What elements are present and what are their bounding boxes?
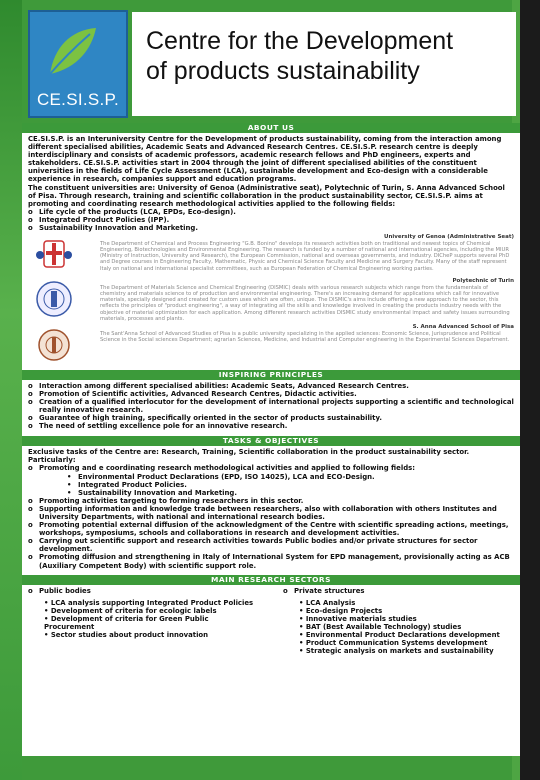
university-pisa: [28, 324, 514, 366]
list-item: • LCA Analysis: [299, 599, 514, 607]
about-paragraph-2: The constituent universities are: University of Genoa (Administrative seat), Polytechnic of Turin, S. Anna Advanced School of Pisa. Through research, training and scientific collaboration in the product sustainability sector, CE.SI.S.P. aims at promoting and coordinating research methodological activities applied to the following fields:: [28, 183, 505, 208]
principles-section: [22, 380, 520, 433]
list-item: • Product Communication Systems development: [299, 639, 514, 647]
title-line-1: Centre for the Development: [146, 27, 454, 55]
tasks-first-item: Promoting and e coordinating research methodological activities and applied to following fields:: [39, 464, 415, 473]
list-item: o Interaction among different specialised abilities: Academic Seats, Advanced Research Centres.: [28, 382, 514, 390]
list-item: • Innovative materials studies: [299, 615, 514, 623]
university-description: The Department of Materials Science and Chemical Engineering (DISMIC) deals with various research subjects which range from the fundamentals of chemistry and materials science to of production and environmental engineering. There's an increasing demand for applications which call for innovative materials, specially designed and created for custom uses which are often, unique. The DISMIC's aims include offering a new approach to the sector, this reflects the principles of "product engineering", a way of integrating all the skills and knowledge involved in creating the products industry needs with the objective of material optimization for each application. Among different research activities DISMIC study environmental impact and safety issues surrounding materials, processes and plants.: [100, 285, 510, 322]
list-item: o Promotion of Scientific activities, Advanced Research Centres, Didactic activities.: [28, 390, 514, 398]
university-name: University of Genoa (Administrative Seat): [384, 234, 514, 241]
list-item: • BAT (Best Available Technology) studies: [299, 623, 514, 631]
list-item: [28, 464, 514, 496]
tasks-list: [28, 464, 514, 569]
list-item: • Environmental Product Declarations (EPD, ISO 14025), LCA and ECO-Design.: [67, 473, 514, 481]
list-item: • Sustainability Innovation and Marketing.: [67, 489, 514, 497]
content-panel: [22, 123, 520, 756]
university-description: The Department of Chemical and Process Engineering "G.B. Bonino" develops its research activities both on traditional and newest topics of Chemical Engineering, Biotechnologies and Environmental Engineering. The research is funded by a number of national and international agencies, including the MIUR (Ministry of Instruction, University and Research), the European Commission, national and overseas governments, and industry. DICheP supports several PhD and Degree courses in Engineering Faculty, Mathematic, Physic and Chemical Science Faculty and Medicine and Surgery Faculty. Many of the staff represent Italy on national and international specialist committees, such as European Federation of Chemical Engineering working parties.: [100, 241, 510, 272]
university-turin: [28, 278, 514, 322]
public-bodies-list: [28, 587, 259, 595]
tasks-intro: Exclusive tasks of the Centre are: Research, Training, Scientific collaboration in the product sustainability sector.: [28, 448, 470, 457]
about-section: [22, 133, 520, 368]
list-item: • Environmental Product Declarations development: [299, 631, 514, 639]
tasks-particularly: Particularly:: [28, 456, 76, 465]
list-item: • Integrated Product Policies.: [67, 481, 514, 489]
right-dark-band: [520, 0, 540, 780]
logo-text: CE.SI.S.P.: [36, 90, 120, 109]
university-name: Polytechnic of Turin: [452, 278, 514, 285]
public-bodies-sublist: [28, 599, 259, 639]
list-item: o Promoting potential external diffusion of the acknowledgment of the Centre with scientific spreading actions, meetings, workshops, symposiums, schools and collaborations in research and development activities.: [28, 521, 514, 537]
private-structures-list: [283, 587, 514, 595]
public-bodies-column: [28, 587, 259, 656]
list-item: • Strategic analysis on markets and sustainability: [299, 647, 514, 655]
genoa-crest-icon: [28, 234, 80, 276]
list-item: • Sector studies about product innovation: [44, 631, 259, 639]
list-item: o Promoting activities targeting to forming researchers in this sector.: [28, 497, 514, 505]
list-item: o Integrated Product Policies (IPP).: [28, 216, 514, 224]
about-fields-list: [28, 208, 514, 232]
cesisp-logo: [28, 10, 128, 118]
leaf-icon: [44, 24, 100, 78]
principles-header: INSPIRING PRINCIPLES: [22, 370, 520, 380]
private-structures-sublist: [283, 599, 514, 656]
list-item: o Promoting diffusion and strengthening in Italy of International System for EPD management, provisionally acting as ACB (Auxiliary Competent Body) with scientific support role.: [28, 553, 514, 569]
list-item: o Carrying out scientific support and research activities towards Public bodies and/or private structures for sector development.: [28, 537, 514, 553]
title-box: [132, 12, 516, 116]
pisa-crest-icon: [28, 324, 80, 366]
university-name: S. Anna Advanced School of Pisa: [412, 323, 514, 330]
private-structures-column: [259, 587, 514, 656]
list-item: • LCA analysis supporting Integrated Product Policies: [44, 599, 259, 607]
sectors-header: MAIN RESEARCH SECTORS: [22, 575, 520, 585]
about-header: ABOUT US: [22, 123, 520, 133]
list-item: o Private structures: [283, 587, 514, 595]
list-item: o Supporting information and knowledge trade between researchers, also with collaboration with others Institutes and University Departments, with national and international research bodies.: [28, 505, 514, 521]
tasks-sublist: [39, 473, 514, 497]
left-green-band: [0, 0, 22, 780]
turin-crest-icon: [28, 278, 80, 320]
list-item: • Development of criteria for Green Public Procurement: [44, 615, 259, 631]
tasks-section: [22, 446, 520, 571]
about-paragraph-1: CE.SI.S.P. is an Interuniversity Centre for the Development of products sustainability, coming from the interaction among different specialised abilities, Academic Seats and Advanced Research Centres. CE.SI.S.P. research centre is deeply interdisciplinary and consists of academic professors, academic research fellows and PhD engineers, experts and stakeholders. CE.SI.S.P. activities start in 2004 through the joint of different specialised abilities of the constituent universities in the fields of Life Cycle Assessment (LCA), sustainable development and Eco-design with a considerable experience in research, companies support and education programs.: [28, 135, 502, 184]
university-description: The Sant'Anna School of Advanced Studies of Pisa is a public university specializing in the applied sciences: Economic Science, Jurisprudence and Political Science in the Social sciences Department; agrarian Sciences, Medicine, and Industrial and Computer engineering in the Experimental Sciences Department.: [100, 330, 510, 343]
tasks-header: TASKS & OBJECTIVES: [22, 436, 520, 446]
list-item: o The need of settling excellence pole for an innovative research.: [28, 422, 514, 430]
sectors-section: [22, 585, 520, 658]
list-item: o Public bodies: [28, 587, 259, 595]
university-genoa: [28, 234, 514, 276]
list-item: o Guarantee of high training, specifically oriented in the sector of products sustainability.: [28, 414, 514, 422]
list-item: • Development of criteria for ecologic labels: [44, 607, 259, 615]
list-item: o Sustainability Innovation and Marketing.: [28, 224, 514, 232]
principles-list: [28, 382, 514, 431]
title-line-2: of products sustainability: [146, 57, 420, 85]
list-item: o Life cycle of the products (LCA, EPDs, Eco-design).: [28, 208, 514, 216]
list-item: • Eco-design Projects: [299, 607, 514, 615]
list-item: o Creation of a qualified interlocutor for the development of international projects supporting a scientific and technological really innovative research.: [28, 398, 514, 414]
page-title: [146, 26, 516, 86]
